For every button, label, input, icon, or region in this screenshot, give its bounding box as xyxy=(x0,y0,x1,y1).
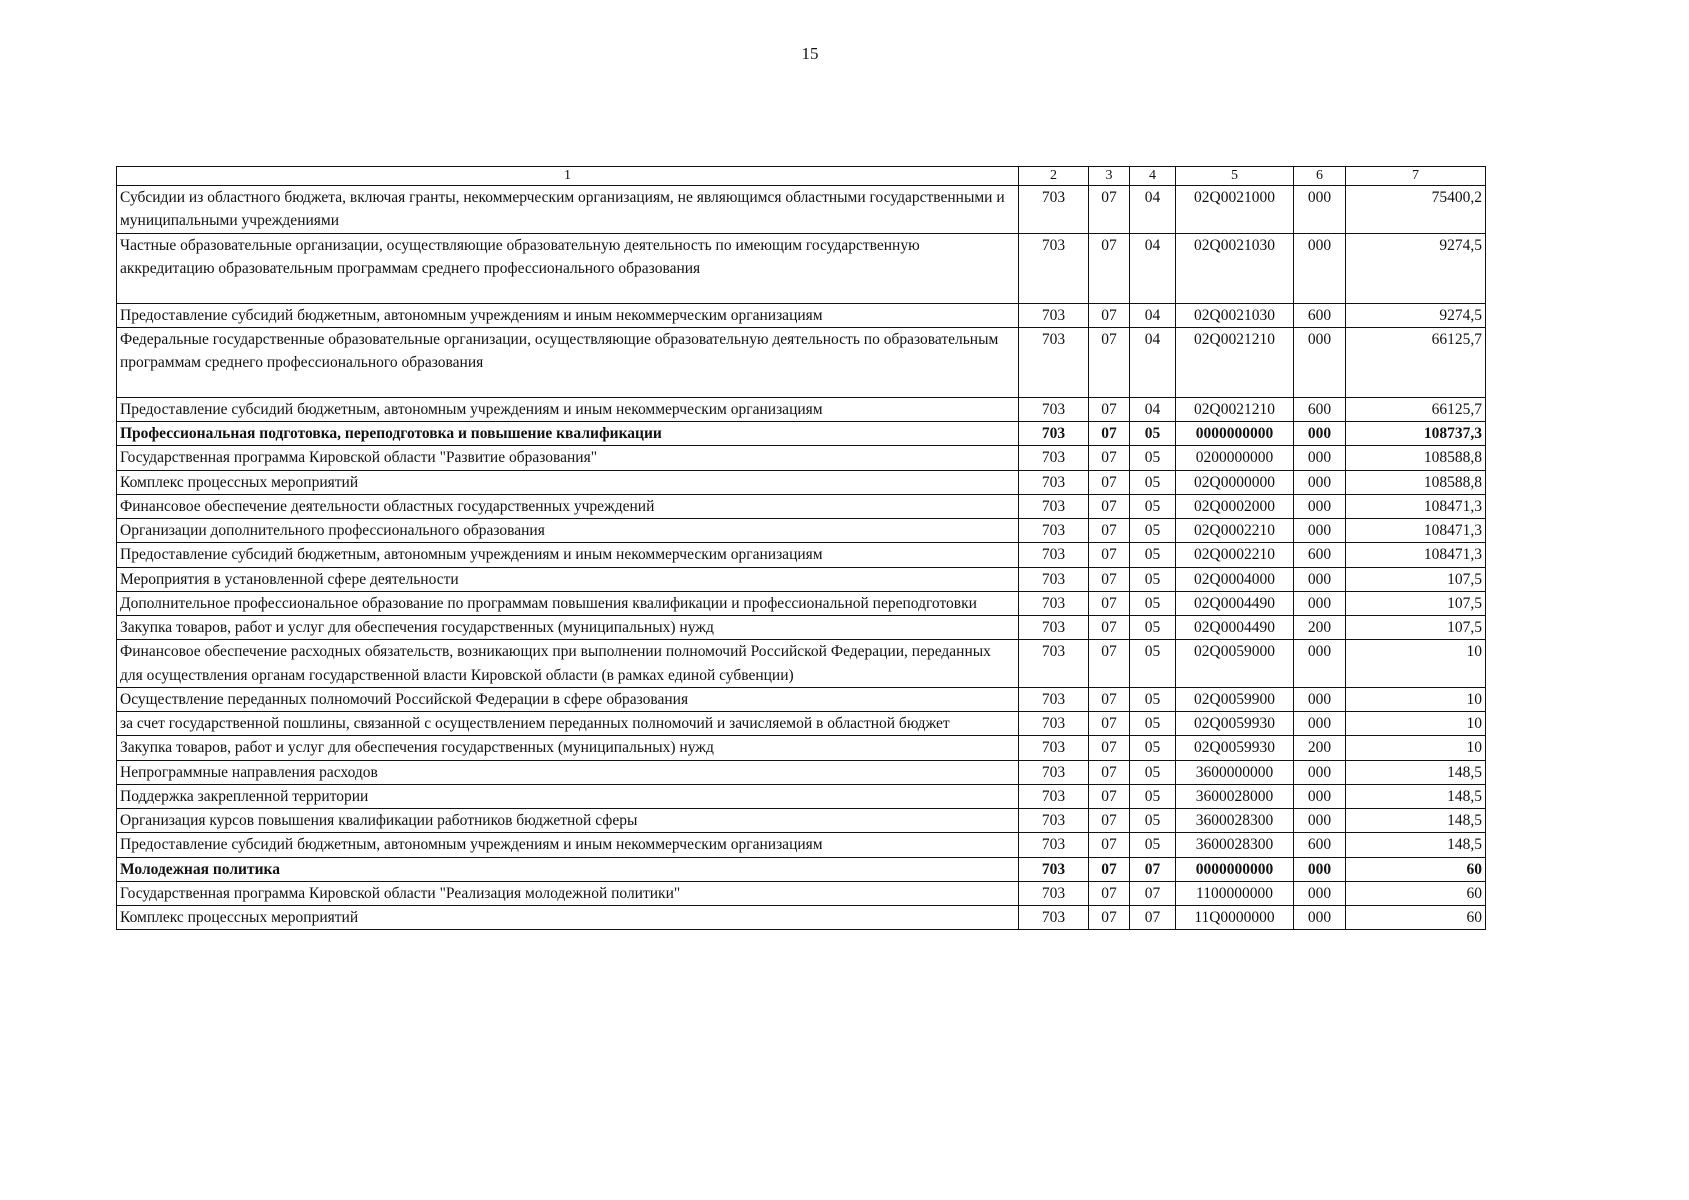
header-col-7: 7 xyxy=(1346,167,1486,186)
ministry-code-cell: 703 xyxy=(1019,303,1089,327)
section-cell: 07 xyxy=(1089,519,1130,543)
ministry-code-cell: 703 xyxy=(1019,736,1089,760)
table-row xyxy=(117,760,1486,784)
expense-type-cell: 600 xyxy=(1294,543,1346,567)
ministry-code-cell: 703 xyxy=(1019,881,1089,905)
target-article-cell: 02Q0059900 xyxy=(1176,687,1294,711)
subsection-cell: 05 xyxy=(1130,470,1176,494)
table-row xyxy=(117,736,1486,760)
header-col-2: 2 xyxy=(1019,167,1089,186)
ministry-code-cell: 703 xyxy=(1019,567,1089,591)
ministry-code-cell: 703 xyxy=(1019,397,1089,421)
amount-cell: 66125,7 xyxy=(1346,327,1486,397)
ministry-code-cell: 703 xyxy=(1019,327,1089,397)
table-row xyxy=(117,519,1486,543)
expense-type-cell: 000 xyxy=(1294,233,1346,303)
amount-cell: 148,5 xyxy=(1346,784,1486,808)
expense-name-cell: Организация курсов повышения квалификации работников бюджетной сферы xyxy=(117,809,1019,833)
table-row xyxy=(117,422,1486,446)
ministry-code-cell: 703 xyxy=(1019,233,1089,303)
target-article-cell: 0200000000 xyxy=(1176,446,1294,470)
section-cell: 07 xyxy=(1089,422,1130,446)
amount-cell: 108588,8 xyxy=(1346,446,1486,470)
subsection-cell: 07 xyxy=(1130,906,1176,930)
table-row xyxy=(117,712,1486,736)
subsection-cell: 05 xyxy=(1130,640,1176,688)
section-cell: 07 xyxy=(1089,303,1130,327)
expense-type-cell: 000 xyxy=(1294,809,1346,833)
target-article-cell: 02Q0021210 xyxy=(1176,397,1294,421)
target-article-cell: 02Q0004490 xyxy=(1176,591,1294,615)
subsection-cell: 05 xyxy=(1130,591,1176,615)
subsection-cell: 04 xyxy=(1130,233,1176,303)
subsection-cell: 05 xyxy=(1130,519,1176,543)
table-row xyxy=(117,446,1486,470)
amount-cell: 9274,5 xyxy=(1346,303,1486,327)
table-row xyxy=(117,833,1486,857)
subsection-cell: 05 xyxy=(1130,422,1176,446)
amount-cell: 75400,2 xyxy=(1346,186,1486,234)
ministry-code-cell: 703 xyxy=(1019,906,1089,930)
expense-name-cell: Государственная программа Кировской области "Развитие образования" xyxy=(117,446,1019,470)
ministry-code-cell: 703 xyxy=(1019,591,1089,615)
section-cell: 07 xyxy=(1089,543,1130,567)
expense-name-cell: Дополнительное профессиональное образование по программам повышения квалификации и профессиональной переподготовки xyxy=(117,591,1019,615)
ministry-code-cell: 703 xyxy=(1019,833,1089,857)
expense-name-cell: Предоставление субсидий бюджетным, автономным учреждениям и иным некоммерческим организациям xyxy=(117,543,1019,567)
target-article-cell: 02Q0004000 xyxy=(1176,567,1294,591)
section-cell: 07 xyxy=(1089,687,1130,711)
amount-cell: 10 xyxy=(1346,687,1486,711)
expense-name-cell: Организации дополнительного профессионального образования xyxy=(117,519,1019,543)
subsection-cell: 04 xyxy=(1130,327,1176,397)
expense-type-cell: 000 xyxy=(1294,712,1346,736)
table-row xyxy=(117,784,1486,808)
ministry-code-cell: 703 xyxy=(1019,422,1089,446)
header-col-4: 4 xyxy=(1130,167,1176,186)
expense-type-cell: 000 xyxy=(1294,591,1346,615)
subsection-cell: 05 xyxy=(1130,543,1176,567)
target-article-cell: 0000000000 xyxy=(1176,422,1294,446)
expense-name-cell: Закупка товаров, работ и услуг для обеспечения государственных (муниципальных) нужд xyxy=(117,616,1019,640)
expense-name-cell: Профессиональная подготовка, переподготовка и повышение квалификации xyxy=(117,422,1019,446)
expense-type-cell: 000 xyxy=(1294,470,1346,494)
expense-type-cell: 600 xyxy=(1294,303,1346,327)
expense-name-cell: Государственная программа Кировской области "Реализация молодежной политики" xyxy=(117,881,1019,905)
section-cell: 07 xyxy=(1089,186,1130,234)
subsection-cell: 05 xyxy=(1130,760,1176,784)
expense-type-cell: 000 xyxy=(1294,687,1346,711)
section-cell: 07 xyxy=(1089,233,1130,303)
amount-cell: 108471,3 xyxy=(1346,519,1486,543)
table-row xyxy=(117,616,1486,640)
target-article-cell: 02Q0059930 xyxy=(1176,736,1294,760)
expense-type-cell: 000 xyxy=(1294,494,1346,518)
table-row xyxy=(117,186,1486,234)
section-cell: 07 xyxy=(1089,567,1130,591)
amount-cell: 10 xyxy=(1346,736,1486,760)
subsection-cell: 05 xyxy=(1130,784,1176,808)
ministry-code-cell: 703 xyxy=(1019,809,1089,833)
ministry-code-cell: 703 xyxy=(1019,857,1089,881)
amount-cell: 107,5 xyxy=(1346,591,1486,615)
amount-cell: 148,5 xyxy=(1346,760,1486,784)
header-col-1: 1 xyxy=(117,167,1019,186)
section-cell: 07 xyxy=(1089,397,1130,421)
section-cell: 07 xyxy=(1089,760,1130,784)
expense-name-cell: за счет государственной пошлины, связанной с осуществлением переданных полномочий и зачисляемой в областной бюджет xyxy=(117,712,1019,736)
expense-name-cell: Мероприятия в установленной сфере деятельности xyxy=(117,567,1019,591)
expense-type-cell: 000 xyxy=(1294,186,1346,234)
target-article-cell: 02Q0059930 xyxy=(1176,712,1294,736)
ministry-code-cell: 703 xyxy=(1019,446,1089,470)
section-cell: 07 xyxy=(1089,591,1130,615)
expense-type-cell: 000 xyxy=(1294,784,1346,808)
target-article-cell: 02Q0021000 xyxy=(1176,186,1294,234)
table-row xyxy=(117,470,1486,494)
amount-cell: 107,5 xyxy=(1346,616,1486,640)
target-article-cell: 02Q0021210 xyxy=(1176,327,1294,397)
expense-name-cell: Частные образовательные организации, осуществляющие образовательную деятельность по имеющим государственную аккредитацию образовательным программам среднего профессионального образования xyxy=(117,233,1019,303)
target-article-cell: 02Q0004490 xyxy=(1176,616,1294,640)
target-article-cell: 02Q0021030 xyxy=(1176,303,1294,327)
table-row xyxy=(117,857,1486,881)
table-row xyxy=(117,494,1486,518)
expense-type-cell: 000 xyxy=(1294,640,1346,688)
expense-type-cell: 000 xyxy=(1294,327,1346,397)
amount-cell: 108588,8 xyxy=(1346,470,1486,494)
target-article-cell: 02Q0000000 xyxy=(1176,470,1294,494)
expense-type-cell: 600 xyxy=(1294,833,1346,857)
amount-cell: 108471,3 xyxy=(1346,543,1486,567)
table-row xyxy=(117,303,1486,327)
subsection-cell: 05 xyxy=(1130,567,1176,591)
subsection-cell: 05 xyxy=(1130,687,1176,711)
subsection-cell: 07 xyxy=(1130,881,1176,905)
expense-type-cell: 200 xyxy=(1294,736,1346,760)
ministry-code-cell: 703 xyxy=(1019,712,1089,736)
table-row xyxy=(117,397,1486,421)
page-number: 15 xyxy=(801,44,819,63)
expense-type-cell: 000 xyxy=(1294,906,1346,930)
expense-name-cell: Федеральные государственные образовательные организации, осуществляющие образовательную деятельность по образовательным программам среднего профессионального образования xyxy=(117,327,1019,397)
table-body xyxy=(117,186,1486,930)
section-cell: 07 xyxy=(1089,736,1130,760)
header-row xyxy=(117,167,1486,186)
table-row xyxy=(117,567,1486,591)
amount-cell: 107,5 xyxy=(1346,567,1486,591)
expense-name-cell: Комплекс процессных мероприятий xyxy=(117,906,1019,930)
subsection-cell: 05 xyxy=(1130,833,1176,857)
expense-name-cell: Молодежная политика xyxy=(117,857,1019,881)
expense-name-cell: Предоставление субсидий бюджетным, автономным учреждениям и иным некоммерческим организациям xyxy=(117,833,1019,857)
expense-type-cell: 000 xyxy=(1294,519,1346,543)
amount-cell: 108471,3 xyxy=(1346,494,1486,518)
section-cell: 07 xyxy=(1089,809,1130,833)
table-row xyxy=(117,327,1486,397)
table-row xyxy=(117,591,1486,615)
ministry-code-cell: 703 xyxy=(1019,519,1089,543)
section-cell: 07 xyxy=(1089,857,1130,881)
ministry-code-cell: 703 xyxy=(1019,784,1089,808)
ministry-code-cell: 703 xyxy=(1019,640,1089,688)
target-article-cell: 3600028000 xyxy=(1176,784,1294,808)
section-cell: 07 xyxy=(1089,712,1130,736)
ministry-code-cell: 703 xyxy=(1019,186,1089,234)
expense-name-cell: Субсидии из областного бюджета, включая гранты, некоммерческим организациям, не являющимся областными государственными и муниципальными учреждениями xyxy=(117,186,1019,234)
amount-cell: 148,5 xyxy=(1346,809,1486,833)
amount-cell: 66125,7 xyxy=(1346,397,1486,421)
section-cell: 07 xyxy=(1089,881,1130,905)
amount-cell: 108737,3 xyxy=(1346,422,1486,446)
amount-cell: 9274,5 xyxy=(1346,233,1486,303)
expense-name-cell: Финансовое обеспечение расходных обязательств, возникающих при выполнении полномочий Российской Федерации, переданных для осуществления органам государственной власти Кировской области (в рамках единой субвенции) xyxy=(117,640,1019,688)
table-row xyxy=(117,543,1486,567)
expense-name-cell: Закупка товаров, работ и услуг для обеспечения государственных (муниципальных) нужд xyxy=(117,736,1019,760)
expense-name-cell: Поддержка закрепленной территории xyxy=(117,784,1019,808)
ministry-code-cell: 703 xyxy=(1019,470,1089,494)
expense-type-cell: 000 xyxy=(1294,446,1346,470)
table-row xyxy=(117,906,1486,930)
subsection-cell: 04 xyxy=(1130,186,1176,234)
subsection-cell: 05 xyxy=(1130,712,1176,736)
header-col-3: 3 xyxy=(1089,167,1130,186)
amount-cell: 10 xyxy=(1346,712,1486,736)
ministry-code-cell: 703 xyxy=(1019,687,1089,711)
table-row xyxy=(117,809,1486,833)
amount-cell: 10 xyxy=(1346,640,1486,688)
section-cell: 07 xyxy=(1089,470,1130,494)
subsection-cell: 04 xyxy=(1130,397,1176,421)
amount-cell: 60 xyxy=(1346,857,1486,881)
table-row xyxy=(117,640,1486,688)
expense-type-cell: 000 xyxy=(1294,760,1346,784)
target-article-cell: 11Q0000000 xyxy=(1176,906,1294,930)
expense-name-cell: Предоставление субсидий бюджетным, автономным учреждениям и иным некоммерческим организациям xyxy=(117,397,1019,421)
section-cell: 07 xyxy=(1089,640,1130,688)
expense-type-cell: 600 xyxy=(1294,397,1346,421)
section-cell: 07 xyxy=(1089,494,1130,518)
expense-type-cell: 200 xyxy=(1294,616,1346,640)
target-article-cell: 02Q0002210 xyxy=(1176,543,1294,567)
header-col-5: 5 xyxy=(1176,167,1294,186)
target-article-cell: 02Q0021030 xyxy=(1176,233,1294,303)
header-col-6: 6 xyxy=(1294,167,1346,186)
amount-cell: 60 xyxy=(1346,906,1486,930)
table-row xyxy=(117,233,1486,303)
subsection-cell: 05 xyxy=(1130,446,1176,470)
target-article-cell: 3600028300 xyxy=(1176,809,1294,833)
target-article-cell: 02Q0002000 xyxy=(1176,494,1294,518)
subsection-cell: 05 xyxy=(1130,616,1176,640)
ministry-code-cell: 703 xyxy=(1019,760,1089,784)
table-row xyxy=(117,881,1486,905)
section-cell: 07 xyxy=(1089,446,1130,470)
subsection-cell: 05 xyxy=(1130,736,1176,760)
section-cell: 07 xyxy=(1089,327,1130,397)
table-row xyxy=(117,687,1486,711)
expense-type-cell: 000 xyxy=(1294,881,1346,905)
expense-name-cell: Предоставление субсидий бюджетным, автономным учреждениям и иным некоммерческим организациям xyxy=(117,303,1019,327)
target-article-cell: 1100000000 xyxy=(1176,881,1294,905)
section-cell: 07 xyxy=(1089,906,1130,930)
expense-type-cell: 000 xyxy=(1294,567,1346,591)
amount-cell: 148,5 xyxy=(1346,833,1486,857)
target-article-cell: 02Q0002210 xyxy=(1176,519,1294,543)
section-cell: 07 xyxy=(1089,616,1130,640)
target-article-cell: 0000000000 xyxy=(1176,857,1294,881)
subsection-cell: 07 xyxy=(1130,857,1176,881)
expense-type-cell: 000 xyxy=(1294,857,1346,881)
subsection-cell: 05 xyxy=(1130,809,1176,833)
ministry-code-cell: 703 xyxy=(1019,494,1089,518)
amount-cell: 60 xyxy=(1346,881,1486,905)
expense-name-cell: Осуществление переданных полномочий Российской Федерации в сфере образования xyxy=(117,687,1019,711)
subsection-cell: 04 xyxy=(1130,303,1176,327)
ministry-code-cell: 703 xyxy=(1019,543,1089,567)
target-article-cell: 02Q0059000 xyxy=(1176,640,1294,688)
expense-name-cell: Финансовое обеспечение деятельности областных государственных учреждений xyxy=(117,494,1019,518)
budget-table xyxy=(116,166,1486,930)
target-article-cell: 3600028300 xyxy=(1176,833,1294,857)
expense-name-cell: Непрограммные направления расходов xyxy=(117,760,1019,784)
expense-type-cell: 000 xyxy=(1294,422,1346,446)
subsection-cell: 05 xyxy=(1130,494,1176,518)
ministry-code-cell: 703 xyxy=(1019,616,1089,640)
section-cell: 07 xyxy=(1089,833,1130,857)
section-cell: 07 xyxy=(1089,784,1130,808)
expense-name-cell: Комплекс процессных мероприятий xyxy=(117,470,1019,494)
target-article-cell: 3600000000 xyxy=(1176,760,1294,784)
